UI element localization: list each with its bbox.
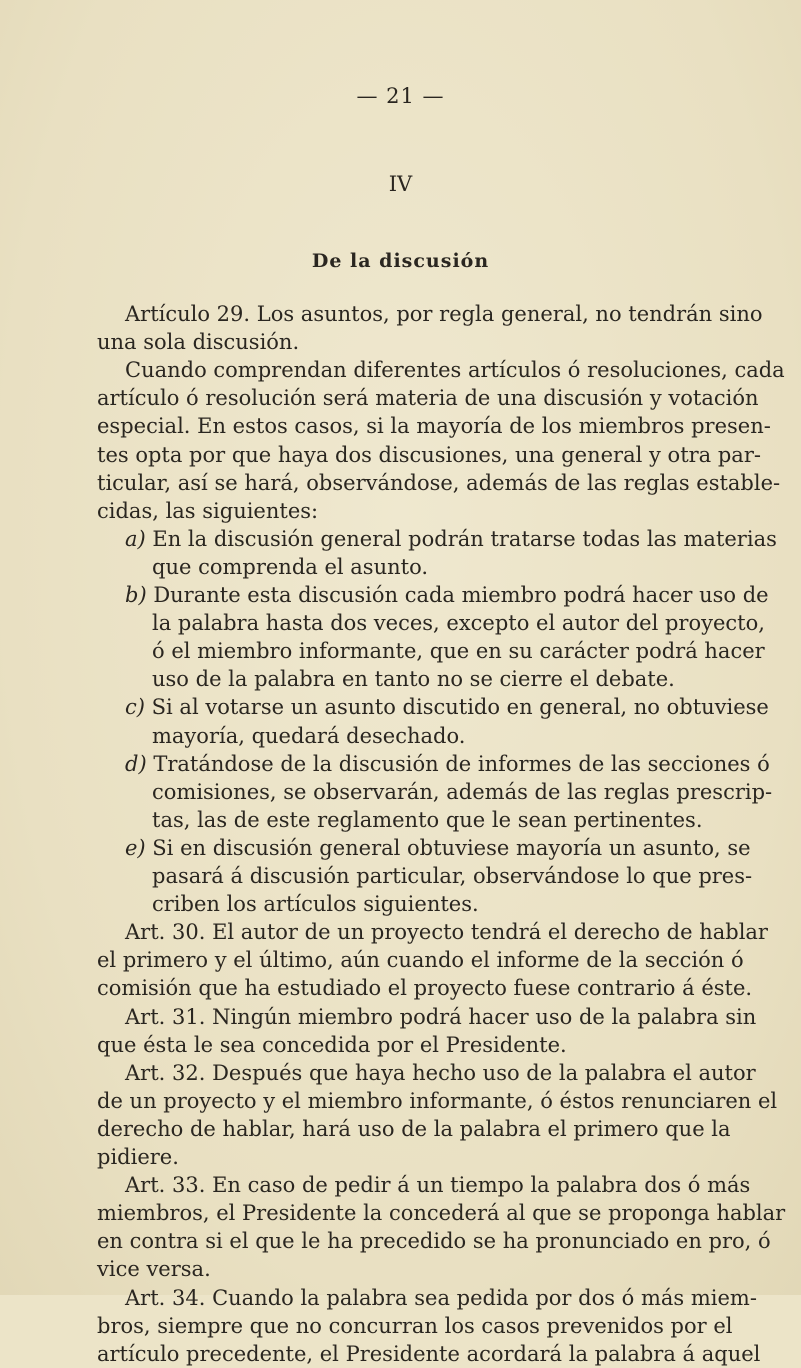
line-text: Artículo 29. Los asuntos, por regla general, no tendrán sino (125, 302, 763, 326)
page-number: — 21 — (356, 84, 445, 108)
text-line (97, 469, 781, 497)
text-line (152, 637, 765, 665)
line-text: la palabra hasta dos veces, excepto el autor del proyecto, (152, 611, 765, 636)
line-text: derecho de hablar, hará uso de la palabra el primero que la (97, 1116, 731, 1141)
text-line (125, 356, 785, 384)
line-text: Tratándose de la discusión de informes de las secciones ó (153, 751, 770, 776)
line-text: especial. En estos casos, si la mayoría de los miembros presen- (97, 414, 771, 439)
text-line (152, 553, 428, 581)
line-text: Art. 33. En caso de pedir á un tiempo la palabra dos ó más (125, 1173, 751, 1198)
text-line (125, 525, 777, 553)
text-line (152, 609, 765, 637)
line-text: Art. 30. El autor de un proyecto tendrá el derecho de hablar (125, 920, 768, 945)
text-line (125, 1284, 757, 1312)
text-line (97, 384, 759, 412)
line-text: miembros, el Presidente la concederá al que se proponga hablar (97, 1201, 786, 1226)
item-label: d) (125, 751, 154, 776)
line-text: Art. 34. Cuando la palabra sea pedida por dos ó más miem- (125, 1285, 757, 1310)
text-line (152, 665, 675, 693)
line-text: artículo ó resolución será materia de una discusión y votación (97, 386, 759, 411)
text-line (125, 581, 769, 609)
line-text: uso de la palabra en tanto no se cierre el debate. (152, 667, 675, 692)
item-label: b) (125, 583, 154, 607)
line-text: pidiere. (97, 1145, 179, 1169)
line-text: de un proyecto y el miembro informante, ó éstos renunciaren el (97, 1088, 778, 1113)
text-line (97, 1340, 761, 1368)
line-text: tes opta por que haya dos discusiones, una general y otra par- (97, 442, 761, 467)
line-text: tas, las de este reglamento que le sean pertinentes. (152, 807, 703, 832)
text-line (97, 1312, 733, 1340)
text-line (97, 1199, 786, 1227)
line-text: el primero y el último, aún cuando el informe de la sección ó (97, 948, 744, 973)
line-text: vice versa. (97, 1257, 211, 1282)
text-line (125, 834, 751, 862)
text-line (125, 1003, 757, 1031)
chapter-heading: IV (388, 172, 413, 196)
line-text: criben los artículos siguientes. (152, 892, 479, 917)
text-line (97, 412, 771, 440)
line-text: Cuando comprendan diferentes artículos ó resoluciones, cada (125, 358, 785, 383)
line-text: comisiones, se observarán, además de las reglas prescrip- (152, 779, 773, 804)
text-line (152, 778, 773, 806)
text-line (97, 1255, 211, 1283)
text-line (152, 890, 479, 918)
item-label: a) (125, 526, 153, 551)
text-line (97, 497, 318, 525)
text-line (125, 918, 768, 946)
text-line (97, 1031, 567, 1059)
text-line (152, 862, 753, 890)
text-line (125, 1059, 756, 1087)
line-text: que comprenda el asunto. (152, 554, 429, 579)
text-line (125, 693, 769, 721)
text-line (152, 806, 703, 834)
line-text: en contra si el que le ha precedido se ha pronunciado en pro, ó (97, 1229, 771, 1254)
line-text: mayoría, quedará desechado. (152, 723, 466, 748)
text-line (97, 1143, 179, 1171)
line-text: Art. 31. Ningún miembro podrá hacer uso de la palabra sin (125, 1004, 757, 1029)
line-text: Si en discusión general obtuviese mayoría un asunto, se (152, 835, 751, 860)
item-label: e) (125, 835, 153, 860)
line-text: ticular, así se hará, observándose, además de las reglas estable- (97, 470, 781, 495)
line-text: En la discusión general podrán tratarse todas las materias (152, 526, 777, 551)
line-text: pasará á discusión particular, observándose lo que pres- (152, 864, 753, 888)
text-line (97, 328, 299, 356)
line-text: ó el miembro informante, que en su carácter podrá hacer (152, 639, 765, 664)
text-line (125, 300, 763, 328)
text-line (97, 1227, 771, 1255)
line-text: artículo precedente, el Presidente acordará la palabra á aquel (97, 1341, 761, 1366)
line-text: comisión que ha estudiado el proyecto fuese contrario á éste. (97, 976, 753, 1001)
line-text: una sola discusión. (97, 330, 300, 355)
line-text: Durante esta discusión cada miembro podrá hacer uso de (153, 583, 769, 607)
text-line (97, 974, 752, 1002)
text-line (97, 1115, 731, 1143)
line-text: bros, siempre que no concurran los casos prevenidos por el (97, 1313, 733, 1338)
line-text: Si al votarse un asunto discutido en general, no obtuviese (151, 695, 769, 720)
section-title: De la discusión (311, 250, 490, 272)
line-text: que ésta le sea concedida por el Presidente. (97, 1032, 567, 1057)
text-line (97, 1087, 778, 1115)
text-line (152, 722, 465, 750)
text-line (97, 441, 761, 469)
text-line (125, 750, 770, 778)
item-label: c) (125, 695, 152, 720)
line-text: cidas, las siguientes: (97, 498, 319, 523)
text-line (125, 1171, 751, 1199)
text-line (97, 946, 744, 974)
line-text: Art. 32. Después que haya hecho uso de la palabra el autor (125, 1060, 756, 1085)
